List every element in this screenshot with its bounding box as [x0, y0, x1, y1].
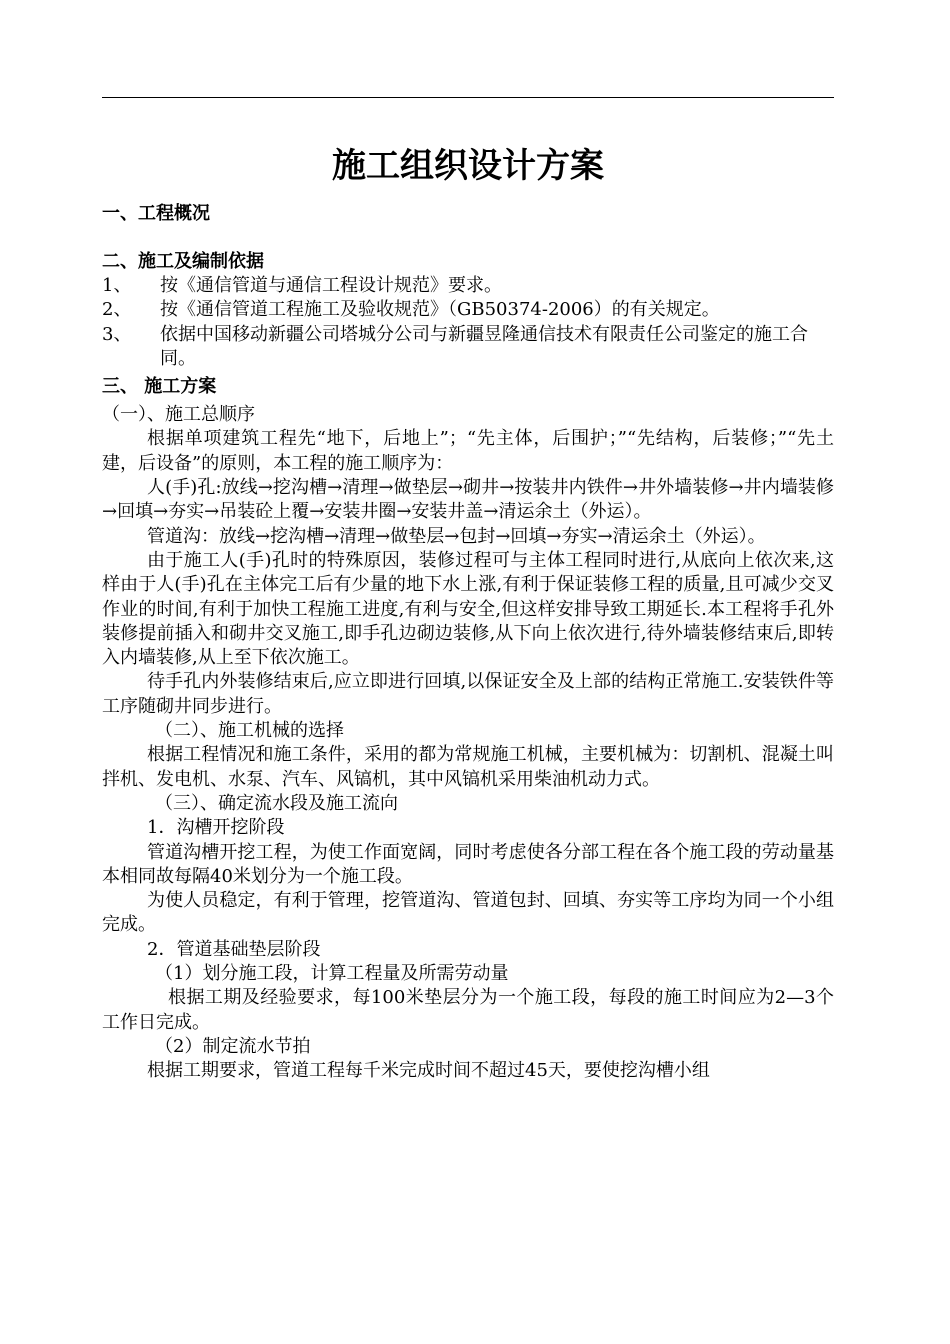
paragraph: 由于施工人(手)孔时的特殊原因，装修过程可与主体工程同时进行,从底向上依次来,这样由于人(手)孔在主体完工后有少量的地下水上涨,有利于保证装修工程的质量,且可减少交叉作业的时间,有利于加快工程施工进度,有利与安全,但这样安排导致工期延长.本工程将手孔外装修提前插入和砌井交叉施工,即手孔边砌边装修,从下向上依次进行,待外墙装修结束后,即转入内墙装修,从上至下依次施工。: [102, 549, 834, 669]
list-number: 2、: [102, 299, 132, 321]
paragraph: 待手孔内外装修结束后,应立即进行回填,以保证安全及上部的结构正常施工.安装铁件等工序随砌井同步进行。: [102, 671, 834, 717]
subsection-heading: （1）划分施工段，计算工程量及所需劳动量: [155, 963, 509, 985]
paragraph: 管道沟：放线→挖沟槽→清理→做垫层→包封→回填→夯实→清运余土（外运）。: [147, 525, 766, 547]
section-heading-basis: 二、施工及编制依据: [102, 251, 264, 272]
document-page: [102, 140, 834, 1084]
subsection-heading: （二）、施工机械的选择: [155, 720, 344, 742]
list-item: [102, 323, 834, 372]
list-text: 按《通信管道工程施工及验收规范》（GB50374-2006）的有关规定。: [160, 299, 720, 321]
paragraph: 根据工程情况和施工条件，采用的都为常规施工机械，主要机械为：切割机、混凝土叫拌机、发电机、水泵、汽车、风镐机，其中风镐机采用柴油机动力式。: [102, 744, 834, 790]
list-item: [102, 298, 834, 322]
section-heading-overview: 一、工程概况: [102, 203, 210, 224]
list-item: [102, 274, 834, 298]
paragraph: 根据单项建筑工程先“地下，后地上”；“先主体，后围护；”“先结构，后装修；”“先土建，后设备”的原则，本工程的施工顺序为：: [102, 428, 834, 474]
subsection-heading: （三）、确定流水段及施工流向: [155, 792, 398, 814]
paragraph: 根据工期及经验要求，每100米垫层分为一个施工段，每段的施工时间应为2—3个工作日完成。: [102, 987, 834, 1033]
paragraph: 根据工期要求，管道工程每千米完成时间不超过45天，要使挖沟槽小组: [147, 1060, 710, 1082]
list-number: 3、: [102, 323, 132, 345]
subsection-heading: 2．管道基础垫层阶段: [147, 938, 321, 960]
subsection-heading: 1．沟槽开挖阶段: [147, 817, 285, 839]
section-heading-plan: 三、 施工方案: [102, 376, 217, 398]
paragraph: 人(手)孔:放线→挖沟槽→清理→做垫层→砌井→按装井内铁件→井外墙装修→井内墙装修→回填→夯实→吊装砼上覆→安装井圈→安装井盖→清运余土（外运）。: [102, 477, 834, 523]
list-text: 按《通信管道与通信工程设计规范》要求。: [160, 275, 502, 296]
subsection-heading: （一）、施工总顺序: [102, 404, 255, 426]
list-number: 1、: [102, 275, 132, 296]
document-title: 施工组织设计方案: [332, 146, 604, 186]
header-rule: [102, 97, 834, 98]
list-text: 依据中国移动新疆公司塔城分公司与新疆昱隆通信技术有限责任公司鉴定的施工合同。: [160, 323, 808, 369]
paragraph: 管道沟槽开挖工程，为使工作面宽阔，同时考虑使各分部工程在各个施工段的劳动量基本相同故每隔40米划分为一个施工段。: [102, 841, 834, 887]
paragraph: 为使人员稳定，有利于管理，挖管道沟、管道包封、回填、夯实等工序均为同一个小组完成。: [102, 890, 834, 936]
subsection-heading: （2）制定流水节拍: [155, 1035, 311, 1057]
